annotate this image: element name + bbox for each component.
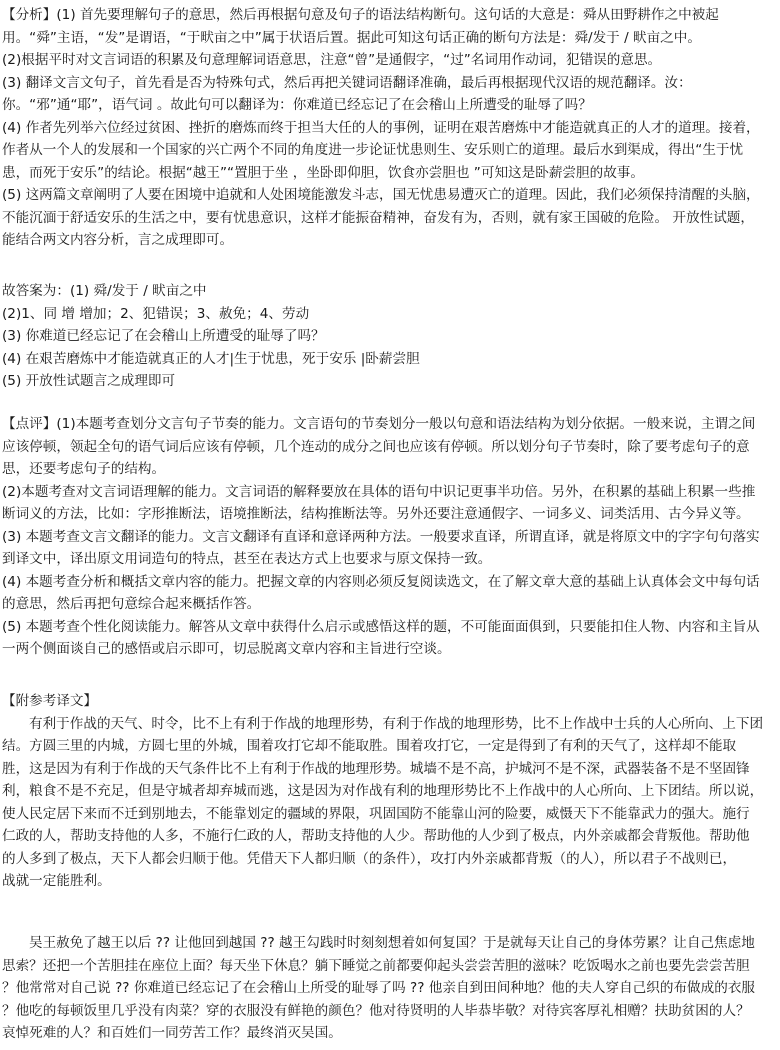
answer-line: (5) 开放性试题言之成理即可	[2, 373, 176, 389]
translation-line: 使人民定居下来而不迁到别地去，不能靠划定的疆域的界限，巩固国防不能靠山河的险要，威慑天下不能靠武力的强大。施行	[2, 805, 750, 822]
analysis-line: (3) 翻译文言文句子，首先看是否为特殊句式，然后再把关键词语翻译准确，最后再根据现代汉语的规范翻译。汝：	[2, 74, 692, 91]
translation-line: 有利于作战的天气、时令，比不上有利于作战的地理形势，有利于作战的地理形势，比不上作战中士兵的人心所向、上下团	[29, 715, 764, 732]
answer-line: (4) 在艰苦磨炼中才能造就真正的人才|生于忧患，死于安乐 |卧薪尝胆	[2, 350, 420, 367]
analysis-line: 你。“邪”通“耶”，语气词 。故此句可以翻译为：你难道已经忘记了在会稽山上所遭受的耻辱了吗？	[2, 97, 592, 113]
analysis-line: (5) 这两篇文章阐明了人要在困境中追就和人处困境能激发斗志，国无忧患易遭灭亡的道理。因此，我们必须保持清醒的头脑，	[2, 187, 760, 203]
translation-line: 思索？还把一个苦胆挂在座位上面？每天坐下休息？躺下睡觉之前都要仰起头尝尝苦胆的滋味？吃饭喝水之前也要先尝尝苦胆	[2, 957, 750, 974]
translation-line: 战就一定能胜利。	[2, 873, 111, 889]
answers-section	[2, 280, 778, 393]
analysis-line: 患，而死于安乐”的结论。根据“越王”“置胆于坐 ，坐卧即仰胆，饮食亦尝胆也 ”可知这是卧薪尝胆的故事。	[2, 164, 644, 181]
comment-line: 到译文中，译出原文用词造句的特点，甚至在表达方式上也要求与原文保持一致。	[2, 551, 492, 567]
analysis-line: 作者从一个人的发展和一个国家的兴亡两个不同的角度进一步论证忧患则生、安乐则亡的道理。最后水到渠成，得出“生于忧	[2, 142, 744, 158]
translation-line: 利，粮食不是不充足，但是守城者却弃城而逃，这是因为对作战有利的地理形势比不上作战中的人心所向、上下团结。所以说，	[2, 783, 764, 799]
answer-line: (3) 你难道已经忘记了在会稽山上所遭受的耻辱了吗？	[2, 328, 325, 344]
analysis-line: 不能沉湎于舒适安乐的生活之中，要有忧患意识，这样才能振奋精神，奋发有为，否则，就有家王国破的危险。 开放性试题，	[2, 209, 754, 226]
translation-line: 的人多到了极点，天下人都会归顺于他。凭借天下人都归顺（的条件），攻打内外亲戚都背叛（的人），所以君子不战则已，	[2, 850, 737, 867]
comment-line: (4) 本题考查分析和概括文章内容的能力。把握文章的内容则必须反复阅读选文，在了解文章大意的基础上认真体会文中每句话	[2, 573, 760, 590]
comment-line: 【点评】(1)本题考查划分文言句子节奏的能力。文言语句的节奏划分一般以句意和语法结构为划分依据。一般来说，主谓之间	[2, 416, 756, 432]
comment-line: 断词义的方法，比如：字形推断法，语境推断法，结构推断法等。另外还要注意通假字、一词多义、词类活用、古今异义等。	[2, 506, 750, 522]
comment-line: (2)本题考查对文言词语理解的能力。文言词语的解释要放在具体的语句中识记更事半功倍。另外，在积累的基础上积累一些推	[2, 483, 756, 500]
translation-line: 吴王赦免了越王以后 ?? 让他回到越国 ?? 越王勾践时时刻刻想着如何复国？于是就每天让自己的身体劳累？让自己焦虑地	[29, 935, 755, 951]
translation-heading: 【附参考译文】	[2, 693, 98, 709]
analysis-section	[2, 4, 778, 252]
translation-paragraph-1	[2, 713, 778, 893]
answer-line: (2)1、同 增 增加；2、犯错误；3、赦免；4、劳动	[2, 305, 310, 322]
translation-line: 胜，这是因为有利于作战的天气条件比不上有利于作战的地理形势。城墙不是不高，护城河不是不深，武器装备不是不坚固锋	[2, 760, 750, 777]
comment-line: 一两个侧面谈自己的感悟或启示即可，切忌脱离文章内容和主旨进行空谈。	[2, 641, 451, 657]
translation-line: ？他吃的每顿饭里几乎没有肉菜？穿的衣服没有鲜艳的颜色？他对待贤明的人毕恭毕敬？对待宾客厚礼相赠？扶助贫困的人？	[2, 1002, 750, 1019]
translation-line: 仁政的人，帮助支持他的人多，不施行仁政的人，帮助支持他的人少。帮助他的人少到了极点，内外亲戚都会背叛他。帮助他	[2, 828, 750, 844]
translation-paragraph-2	[2, 932, 778, 1045]
comment-line: 思，还要考虑句子的结构。	[2, 461, 166, 477]
comment-line: 的意思，然后再把句意综合起来概括作答。	[2, 596, 261, 612]
analysis-line: 【分析】(1) 首先要理解句子的意思，然后再根据句意及句子的语法结构断句。这句话的大意是：舜从田野耕作之中被起	[2, 7, 719, 23]
comment-line: (5) 本题考查个性化阅读能力。解答从文章中获得什么启示或感悟这样的题，不可能面面俱到，只要能扣住人物、内容和主旨从	[2, 618, 760, 635]
translation-section	[2, 690, 778, 893]
comment-section	[2, 413, 778, 661]
answer-line: 故答案为：(1) 舜/发于 / 畎亩之中	[2, 283, 207, 299]
analysis-line: (4) 作者先列举六位经过贫困、挫折的磨炼而终于担当大任的人的事例，证明在艰苦磨炼中才能造就真正的人才的道理。接着，	[2, 119, 760, 136]
analysis-line: 用。“舜”主语，“发”是谓语，“于畎亩之中”属于状语后置。据此可知这句话正确的断句方法是：舜/发于 / 畎亩之中。	[2, 29, 701, 46]
comment-line: (3) 本题考查文言文翻译的能力。文言文翻译有直译和意译两种方法。一般要求直译，所谓直译，就是将原文中的字字句句落实	[2, 528, 760, 545]
translation-line: 结。方圆三里的内城，方圆七里的外城，围着攻打它却不能取胜。围着攻打它，一定是得到了有利的天气了，这样却不能取	[2, 738, 737, 754]
analysis-line: (2)根据平时对文言词语的积累及句意理解词语意思，注意“曾”是通假字，“过”名词用作动词，犯错误的意思。	[2, 52, 662, 68]
translation-line: 哀悼死难的人？和百姓们一同劳苦工作？最终消灭吴国。	[2, 1025, 342, 1041]
comment-line: 应该停顿，领起全句的语气词后应该有停顿，几个连动的成分之间也应该有停顿。所以划分句子节奏时，除了要考虑句子的意	[2, 438, 750, 455]
analysis-line: 能结合两文内容分析，言之成理即可。	[2, 232, 234, 248]
translation-line: ？他常常对自己说 ?? 你难道已经忘记了在会稽山上所受的耻辱了吗 ?? 他亲自到田间种地？他的夫人穿自己织的布做成的衣服	[2, 980, 756, 996]
